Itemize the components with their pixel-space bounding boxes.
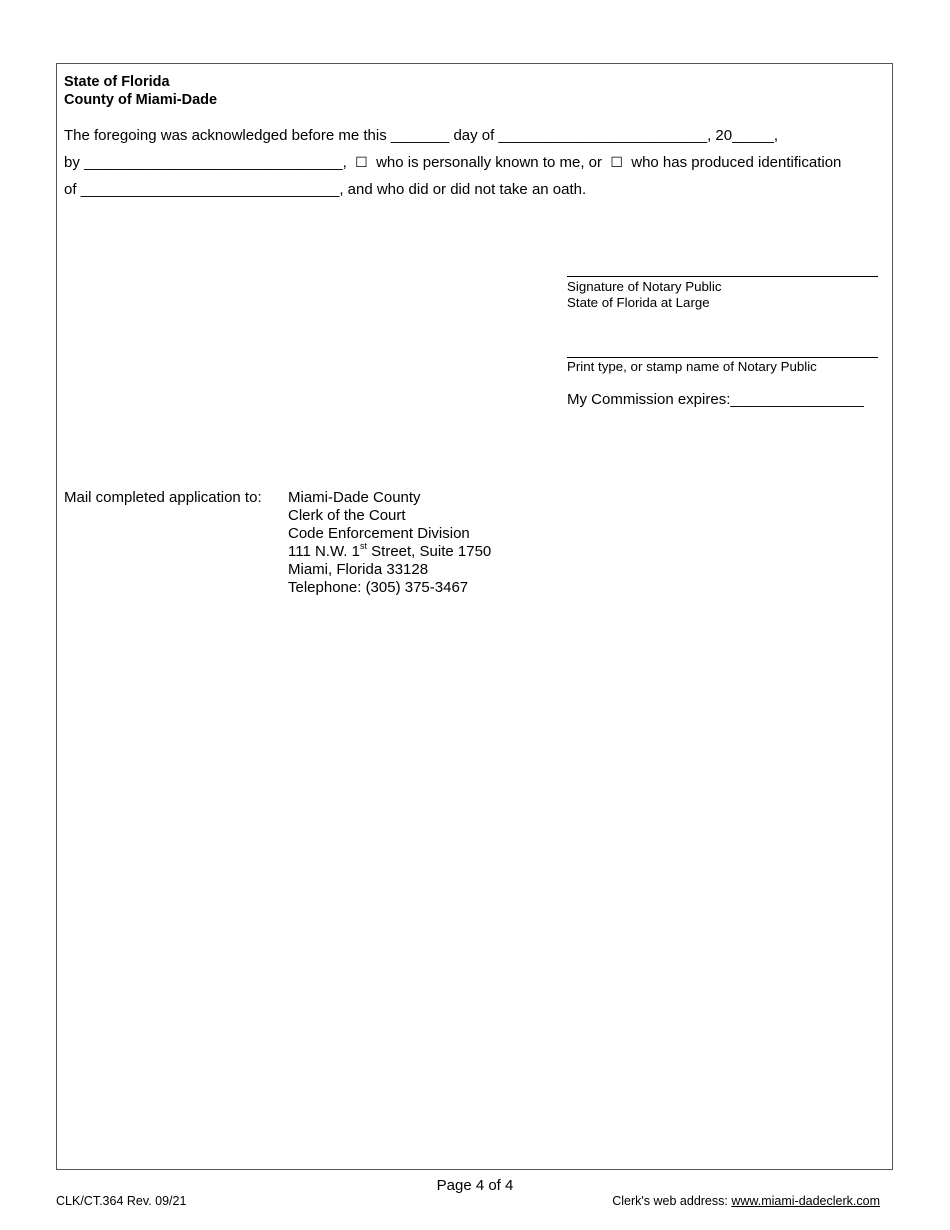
signature-caption-1: Signature of Notary Public	[567, 279, 722, 294]
signature-line[interactable]	[567, 276, 878, 277]
of-label: of	[64, 181, 77, 198]
clerk-website-link[interactable]: www.miami-dadeclerk.com	[731, 1194, 880, 1208]
signature-caption-2: State of Florida at Large	[567, 295, 710, 310]
form-frame	[56, 63, 893, 1170]
ordinal-suffix: st	[359, 541, 367, 551]
commission-label: My Commission expires:	[567, 391, 731, 408]
identification-blank[interactable]: _______________________________	[80, 181, 340, 198]
form-id: CLK/CT.364 Rev. 09/21	[56, 1194, 187, 1208]
county-heading: County of Miami-Dade	[64, 92, 218, 108]
name-blank[interactable]: _______________________________	[84, 154, 343, 171]
page-number: Page 4 of 4	[436, 1177, 514, 1194]
state-heading: State of Florida	[64, 74, 170, 90]
year-blank[interactable]: _____	[732, 127, 774, 144]
ack-text-c: , 20	[707, 127, 733, 144]
ack-line-1	[64, 127, 778, 144]
checkbox-produced-id[interactable]: ☐	[610, 154, 623, 170]
mail-label: Mail completed application to:	[64, 489, 262, 506]
mailing-address	[288, 489, 491, 597]
checkbox-personally-known[interactable]: ☐	[355, 154, 368, 170]
address-line-3: Code Enforcement Division	[288, 525, 470, 542]
month-blank[interactable]: _________________________	[498, 127, 708, 144]
web-label: Clerk's web address:	[612, 1194, 728, 1208]
address-line-5: Miami, Florida 33128	[288, 561, 429, 578]
address-line-6: Telephone: (305) 375-3467	[288, 579, 469, 596]
street-suite: Street, Suite 1750	[367, 543, 492, 560]
street-number: 111 N.W. 1	[288, 543, 360, 560]
ack-text-a: The foregoing was acknowledged before me this	[64, 127, 387, 144]
ack-text-d: ,	[773, 127, 778, 144]
commission-expires	[567, 391, 864, 408]
by-comma: ,	[342, 154, 347, 171]
address-line-1: Miami-Dade County	[288, 489, 421, 506]
commission-blank[interactable]: ________________	[730, 391, 864, 408]
oath-text: , and who did or did not take an oath.	[339, 181, 587, 198]
ack-text-b: day of	[453, 127, 495, 144]
day-blank[interactable]: _______	[390, 127, 450, 144]
print-name-line[interactable]	[567, 357, 878, 358]
address-line-4	[288, 543, 491, 561]
address-line-2: Clerk of the Court	[288, 507, 406, 524]
ack-line-3	[64, 181, 586, 198]
option-known-label: who is personally known to me, or	[376, 154, 602, 171]
by-label: by	[64, 154, 80, 171]
web-address	[612, 1194, 880, 1208]
ack-line-2	[64, 154, 841, 171]
print-name-caption: Print type, or stamp name of Notary Public	[567, 359, 817, 374]
option-id-label: who has produced identification	[631, 154, 842, 171]
